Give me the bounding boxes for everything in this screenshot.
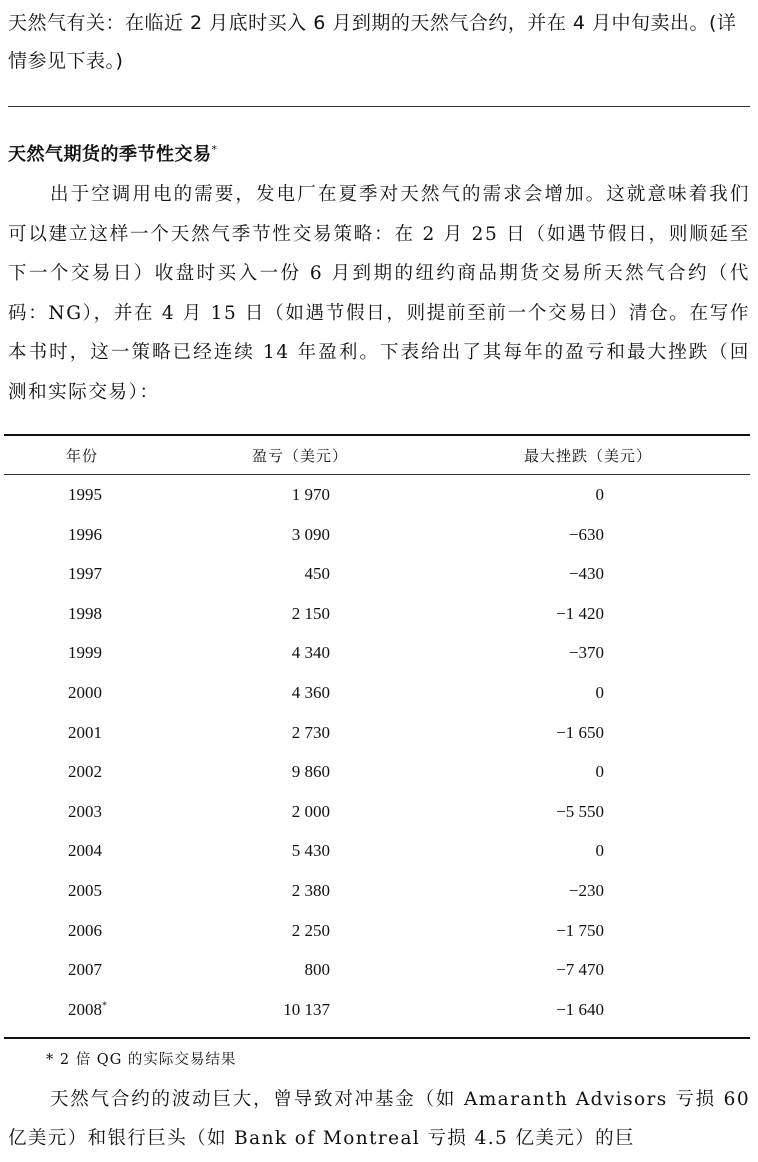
table-row [4, 633, 750, 673]
cell-drawdown: −1 750 [556, 920, 604, 940]
cell-year [68, 485, 102, 505]
cell-year [68, 643, 102, 663]
table-row [4, 594, 750, 634]
cell-year-value: 2002 [68, 762, 102, 782]
table-row [4, 673, 750, 713]
section-title-text: 天然气期货的季节性交易 [8, 144, 212, 165]
cell-pnl: 10 137 [283, 999, 330, 1019]
cell-pnl: 2 150 [291, 603, 330, 623]
cell-pnl: 3 090 [291, 524, 330, 544]
cell-drawdown: 0 [595, 485, 604, 504]
cell-year [68, 525, 102, 545]
cell-year-value: 2004 [68, 841, 102, 861]
cell-drawdown: 0 [595, 841, 604, 861]
cell-drawdown: −5 550 [556, 801, 604, 821]
cell-year-value: 2001 [68, 722, 102, 742]
cell-pnl: 4 360 [291, 682, 330, 702]
table-row [4, 515, 750, 555]
cell-year [68, 1000, 107, 1020]
cell-year [68, 921, 102, 941]
table-row [4, 475, 750, 515]
cell-year-value: 1997 [68, 564, 102, 584]
cell-year-value: 2005 [68, 880, 102, 900]
header-year: 年份 [66, 447, 99, 465]
cell-drawdown: −1 640 [556, 999, 604, 1019]
table-body [4, 475, 750, 1029]
table-row [4, 911, 750, 951]
cell-year-value: 2006 [68, 920, 102, 940]
cell-year-value: 1999 [68, 643, 102, 663]
section-divider [8, 106, 750, 107]
cell-year [68, 881, 102, 901]
cell-drawdown: −230 [568, 880, 604, 900]
table-header-row [4, 436, 750, 475]
header-drawdown: 最大挫跌（美元） [524, 447, 653, 465]
header-pnl: 盈亏（美元） [252, 447, 349, 465]
cell-year [68, 564, 102, 584]
cell-year [68, 604, 102, 624]
cell-pnl: 2 250 [291, 920, 330, 940]
cell-drawdown: −370 [568, 643, 604, 663]
cell-year [68, 762, 102, 782]
table-row [4, 752, 750, 792]
section-title-footnote-mark: * [211, 143, 218, 156]
cell-year-value: 1998 [68, 603, 102, 623]
cell-pnl: 2 380 [291, 880, 330, 900]
cell-year-value: 2008 [68, 999, 102, 1019]
cell-year [68, 723, 102, 743]
table-row [4, 792, 750, 832]
cell-drawdown: −1 420 [556, 603, 604, 623]
cell-drawdown: 0 [595, 762, 604, 782]
cell-year [68, 683, 102, 703]
cell-year-value: 2003 [68, 801, 102, 821]
table-row [4, 871, 750, 911]
cell-drawdown: −630 [568, 524, 604, 544]
cell-pnl: 2 730 [291, 722, 330, 742]
cell-drawdown: −7 470 [556, 960, 604, 980]
cell-year-value: 2007 [68, 960, 102, 980]
table-footnote: * 2 倍 QG 的实际交易结果 [46, 1052, 237, 1068]
table-row [4, 950, 750, 990]
table-row [4, 554, 750, 594]
cell-year-value: 1995 [68, 485, 102, 504]
cell-drawdown: −1 650 [556, 722, 604, 742]
cell-pnl: 450 [304, 564, 330, 584]
cell-pnl: 4 340 [291, 643, 330, 663]
cell-drawdown: 0 [595, 682, 604, 702]
table-row [4, 713, 750, 753]
cell-year [68, 960, 102, 980]
cell-pnl: 1 970 [291, 485, 330, 504]
table-row [4, 990, 750, 1030]
pnl-table [4, 434, 750, 1039]
cell-year-value: 2000 [68, 682, 102, 702]
cell-pnl: 9 860 [291, 762, 330, 782]
section-paragraph: 出于空调用电的需要，发电厂在夏季对天然气的需求会增加。这就意味着我们可以建立这样一个天然气季节性交易策略：在 2 月 25 日（如遇节假日，则顺延至下一个交易日）收盘时买入一份 6 月到期的纽约商品期货交易所天然气合约（代码：NG），并在 4 月 15 日（如遇节假日，则提前至前一个交易日）清仓。在写作本书时，这一策略已经连续 14 年盈利。下表给出了其每年的盈亏和最大挫跌（回测和实际交易）： [8, 184, 750, 403]
cell-drawdown: −430 [568, 564, 604, 584]
table-row [4, 831, 750, 871]
section-title [8, 140, 218, 166]
cell-year [68, 802, 102, 822]
closing-paragraph: 天然气合约的波动巨大，曾导致对冲基金（如 Amaranth Advisors 亏损 60 亿美元）和银行巨头（如 Bank of Montreal 亏损 4.5 亿美元）的巨 [8, 1089, 750, 1149]
cell-pnl: 2 000 [291, 801, 330, 821]
cell-year-mark: * [102, 1000, 107, 1012]
intro-text: 天然气有关：在临近 2 月底时买入 6 月到期的天然气合约，并在 4 月中旬卖出。(详情参见下表。) [8, 12, 737, 72]
cell-year-value: 1996 [68, 524, 102, 544]
cell-year [68, 841, 102, 861]
cell-pnl: 5 430 [291, 841, 330, 861]
cell-pnl: 800 [304, 960, 330, 980]
